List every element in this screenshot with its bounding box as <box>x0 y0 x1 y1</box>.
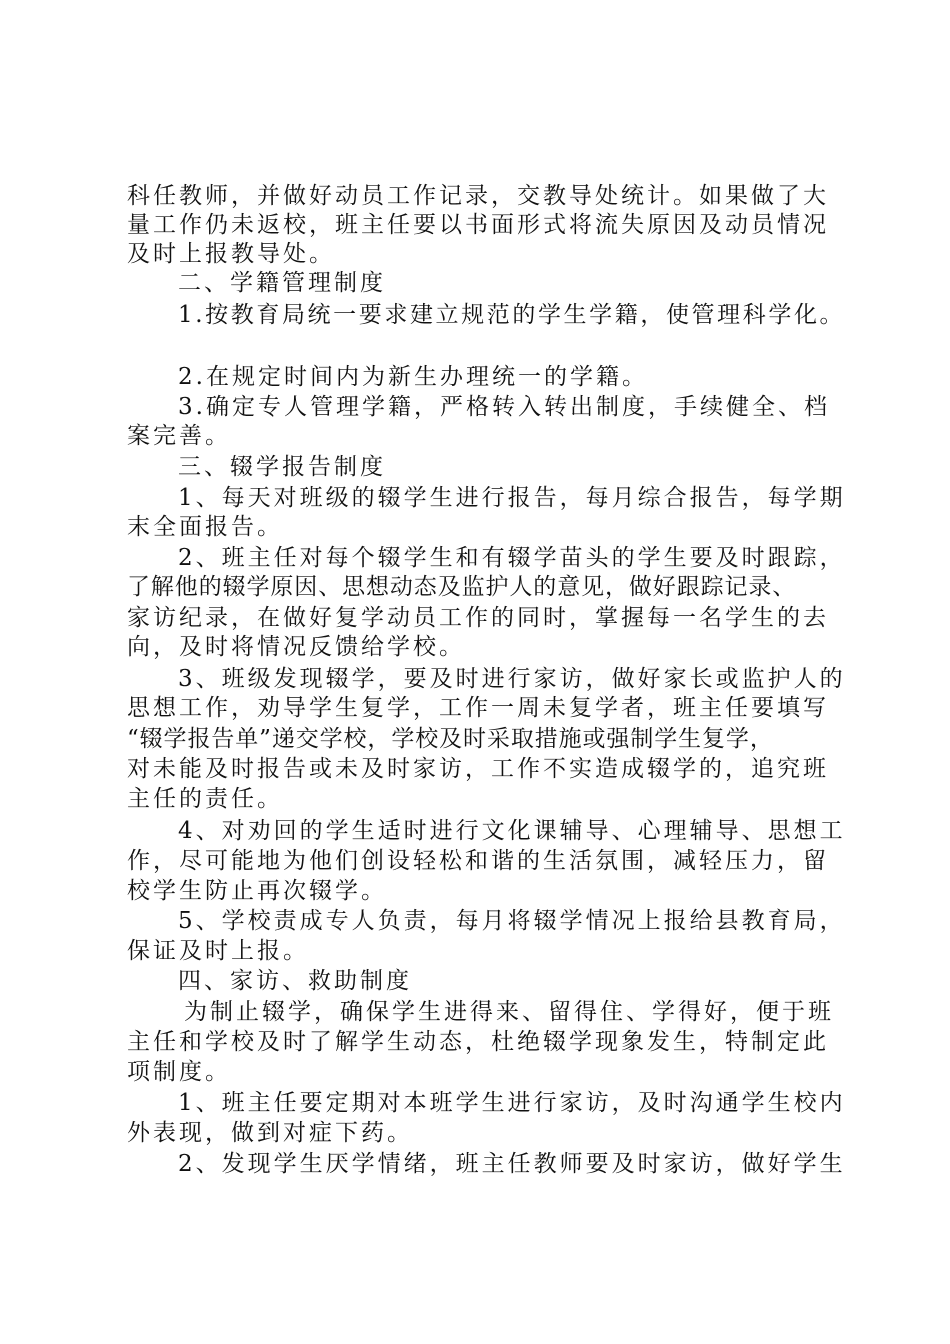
text-line: 主任和学校及时了解学生动态，杜绝辍学现象发生，特制定此 <box>127 1029 829 1055</box>
text-line: 4、对劝回的学生适时进行文化课辅导、心理辅导、思想工 <box>178 818 846 844</box>
text-line: 作，尽可能地为他们创设轻松和谐的生活氛围，减轻压力，留 <box>127 848 829 874</box>
text-line: 思想工作，劝导学生复学，工作一周未复学者，班主任要填写 <box>127 695 829 721</box>
text-line: 项制度。 <box>127 1059 231 1085</box>
text-line: 保证及时上报。 <box>127 938 309 964</box>
text-line: 校学生防止再次辍学。 <box>127 878 387 904</box>
text-line: 为制止辍学，确保学生进得来、留得住、学得好，便于班 <box>184 999 834 1025</box>
text-line: 了解他的辍学原因、思想动态及监护人的意见，做好跟踪记录、 <box>127 574 797 600</box>
text-line: 量工作仍未返校，班主任要以书面形式将流失原因及动员情况 <box>127 212 829 238</box>
text-line: 5、学校责成专人负责，每月将辍学情况上报给县教育局， <box>178 908 846 934</box>
text-line: 2、班主任对每个辍学生和有辍学苗头的学生要及时跟踪， <box>178 545 846 571</box>
text-line: 案完善。 <box>127 423 231 449</box>
text-line: 1、每天对班级的辍学生进行报告，每月综合报告，每学期 <box>178 485 846 511</box>
text-line: 主任的责任。 <box>127 786 283 812</box>
section-heading: 三、辍学报告制度 <box>178 454 386 480</box>
text-line: 2.在规定时间内为新生办理统一的学籍。 <box>178 364 648 390</box>
text-line: 1.按教育局统一要求建立规范的学生学籍，使管理科学化。 <box>178 302 846 328</box>
text-line: 科任教师，并做好动员工作记录，交教导处统计。如果做了大 <box>127 183 829 209</box>
section-heading: 二、学籍管理制度 <box>178 270 386 296</box>
text-line: 2、发现学生厌学情绪，班主任教师要及时家访，做好学生 <box>178 1151 846 1177</box>
text-line: 外表现，做到对症下药。 <box>127 1120 413 1146</box>
section-heading: 四、家访、救助制度 <box>178 968 412 994</box>
text-line: 3、班级发现辍学，要及时进行家访，做好家长或监护人的 <box>178 666 846 692</box>
text-line: 向，及时将情况反馈给学校。 <box>127 634 465 660</box>
text-line: 3.确定专人管理学籍，严格转入转出制度，手续健全、档 <box>178 394 830 420</box>
text-line: “辍学报告单”递交学校，学校及时采取措施或强制学生复学， <box>127 726 774 752</box>
text-line: 及时上报教导处。 <box>127 241 335 267</box>
text-line: 1、班主任要定期对本班学生进行家访，及时沟通学生校内 <box>178 1090 846 1116</box>
text-line: 末全面报告。 <box>127 514 283 540</box>
text-line: 对未能及时报告或未及时家访，工作不实造成辍学的，追究班 <box>127 756 829 782</box>
text-line: 家访纪录，在做好复学动员工作的同时，掌握每一名学生的去 <box>127 605 829 631</box>
